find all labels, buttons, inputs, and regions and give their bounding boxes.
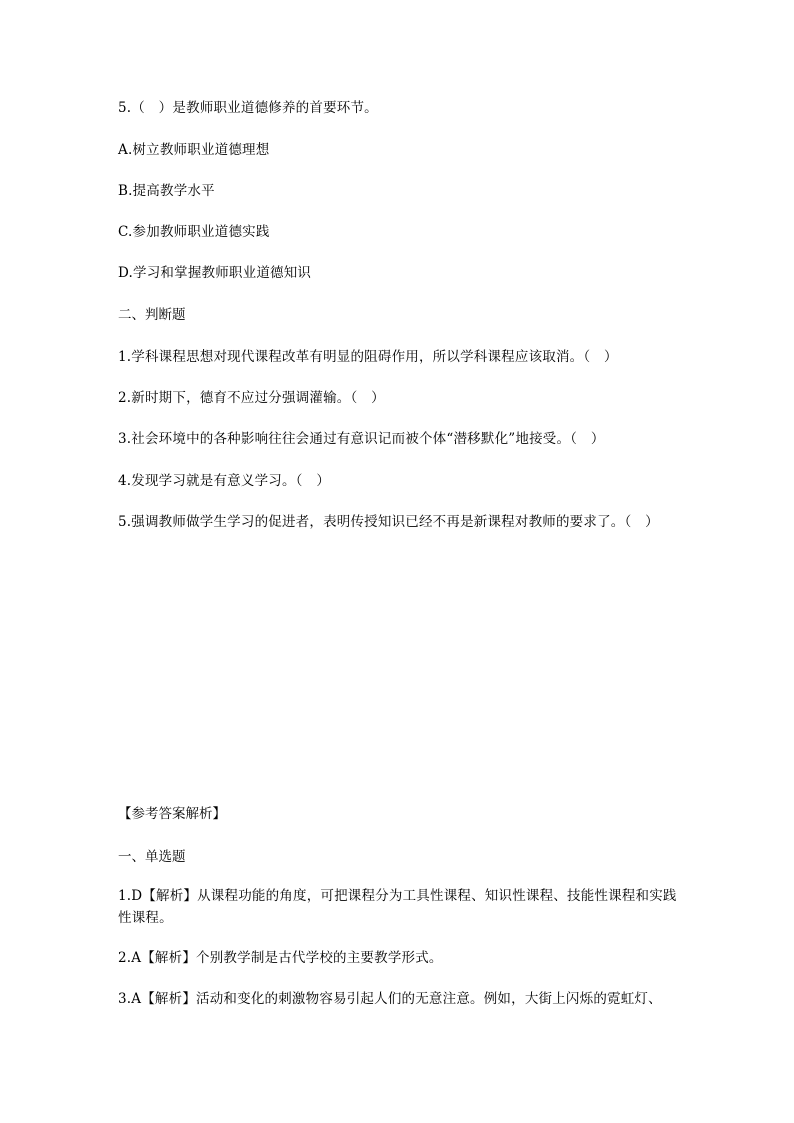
answers-title: 【参考答案解析】 <box>118 806 226 822</box>
answer-item-1: 1.D【解析】从课程功能的角度，可把课程分为工具性课程、知识性课程、技能性课程和实践性课程。 <box>118 888 677 926</box>
answer-item-2: 2.A【解析】个别教学制是古代学校的主要教学形式。 <box>118 950 443 966</box>
judgement-item-1: 1.学科课程思想对现代课程改革有明显的阻碍作用，所以学科课程应该取消。（ ） <box>118 349 618 365</box>
answer-item-3: 3.A【解析】活动和变化的刺激物容易引起人们的无意注意。例如，大街上闪烁的霓虹灯、 <box>118 991 662 1007</box>
answers-section-title: 一、单选题 <box>118 849 186 865</box>
option-b: B.提高教学水平 <box>118 183 215 199</box>
judgement-item-4: 4.发现学习就是有意义学习。（ ） <box>118 473 331 489</box>
judgement-item-3: 3.社会环境中的各种影响往往会通过有意识记而被个体“潜移默化”地接受。（ ） <box>118 431 605 447</box>
question-5-stem: 5.（ ）是教师职业道德修养的首要环节。 <box>118 100 378 116</box>
option-d: D.学习和掌握教师职业道德知识 <box>118 265 312 281</box>
option-c: C.参加教师职业道德实践 <box>118 224 270 240</box>
option-a: A.树立教师职业道德理想 <box>118 142 270 158</box>
judgement-item-2: 2.新时期下，德育不应过分强调灌输。（ ） <box>118 390 385 406</box>
judgement-section-title: 二、判断题 <box>118 307 186 323</box>
judgement-item-5: 5.强调教师做学生学习的促进者，表明传授知识已经不再是新课程对教师的要求了。（ ） <box>118 514 659 530</box>
